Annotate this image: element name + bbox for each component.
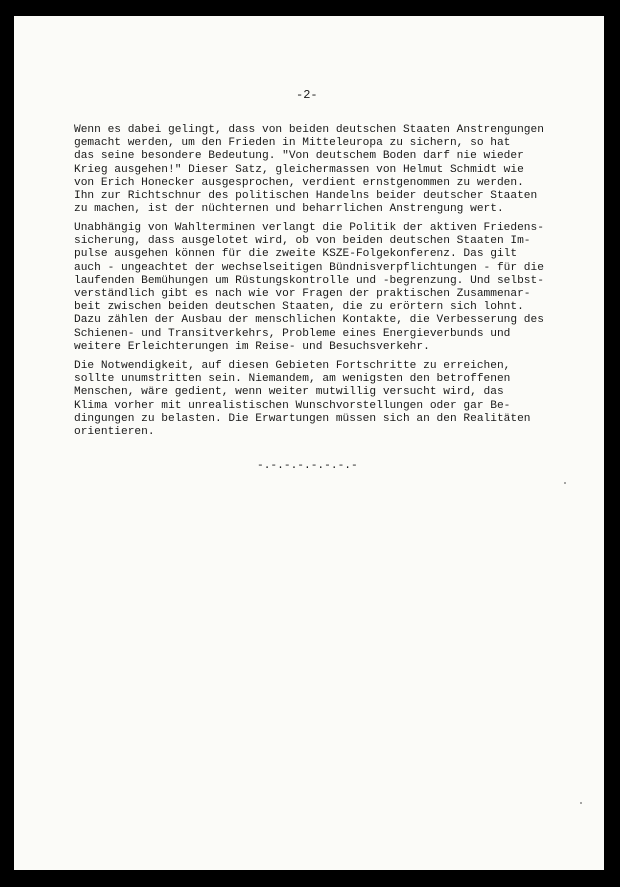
scan-speck <box>564 482 566 484</box>
document-page <box>14 16 604 870</box>
paragraph-3: Die Notwendigkeit, auf diesen Gebieten Fortschritte zu erreichen, sollte unumstritten sein. Niemandem, am wenigsten den betroffenen Menschen, wäre gedient, wenn weiter mutwillig versucht wird, das Klima vorher mit unrealistischen Wunschvorstellungen oder gar Be- dingungen zu belasten. Die Erwartungen müssen sich an den Realitäten orientieren. <box>74 360 531 439</box>
end-separator: -.-.-.-.-.-.-.- <box>257 460 358 472</box>
scan-speck <box>580 802 582 804</box>
page-number: -2- <box>296 88 318 102</box>
paragraph-1: Wenn es dabei gelingt, dass von beiden deutschen Staaten Anstrengungen gemacht werden, um den Frieden in Mitteleuropa zu sichern, so hat das seine besondere Bedeutung. "Von deutschem Boden darf nie wieder Krieg ausgehen!" Dieser Satz, gleichermassen von Helmut Schmidt wie von Erich Honecker ausgesprochen, verdient ernstgenommen zu werden. Ihn zur Richtschnur des politischen Handelns beider deutscher Staaten zu machen, ist der nüchternen und beharrlichen Anstrengung wert. <box>74 124 544 216</box>
paragraph-2: Unabhängig von Wahlterminen verlangt die Politik der aktiven Friedens- sicherung, dass ausgelotet wird, ob von beiden deutschen Staaten Im- pulse ausgehen können für die zweite KSZE-Folgekonferenz. Das gilt auch - ungeachtet der wechselseitigen Bündnisverpflichtungen - für die laufenden Bemühungen um Rüstungskontrolle und -begrenzung. Und selbst- verständlich gibt es nach wie vor Fragen der praktischen Zusammenar- beit zwischen beiden deutschen Staaten, die zu erörtern sich lohnt. Dazu zählen der Ausbau der menschlichen Kontakte, die Verbesserung des Schienen- und Transitverkehrs, Probleme eines Energieverbunds und weitere Erleichterungen im Reise- und Besuchsverkehr. <box>74 222 544 353</box>
